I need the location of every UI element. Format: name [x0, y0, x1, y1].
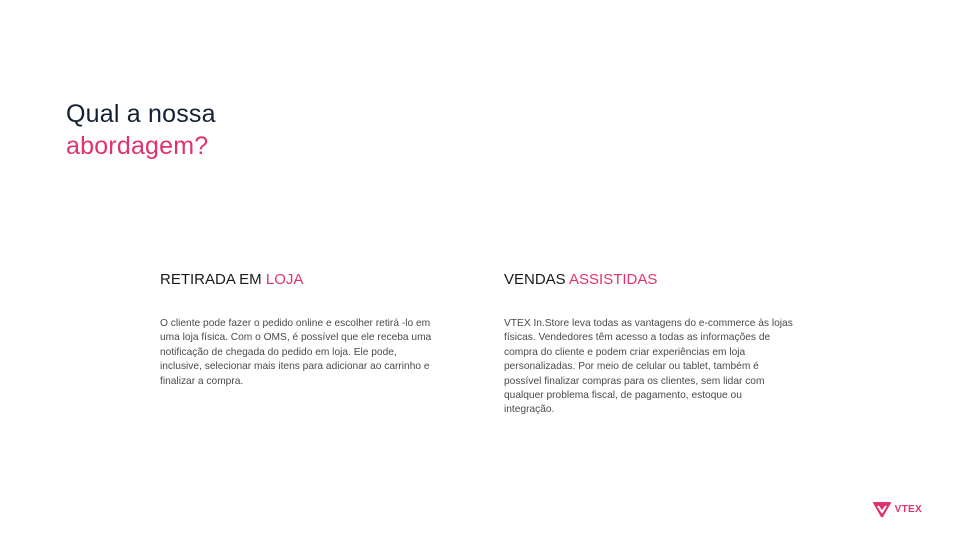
vtex-logo — [872, 501, 922, 518]
column-retirada-em-loja — [160, 270, 440, 389]
heading-main: VENDAS — [504, 271, 570, 288]
column-vendas-assistidas — [504, 270, 794, 418]
column-heading — [160, 270, 440, 290]
title-line-1: Qual a nossa — [66, 100, 216, 128]
vtex-logo-icon — [872, 501, 892, 518]
slide-title — [66, 98, 216, 162]
column-body: O cliente pode fazer o pedido online e escolher retirá -lo em uma loja física. Com o OMS, é possível que ele receba uma notificação de chegada do pedido em loja. Ele pode, inclusive, selecionar mais itens para adicionar ao carrinho e finalizar a compra. — [160, 318, 432, 387]
heading-accent: LOJA — [265, 271, 304, 288]
title-line-2: abordagem? — [66, 132, 209, 160]
logo-text: VTEX — [894, 504, 922, 515]
heading-accent: ASSISTIDAS — [569, 271, 658, 288]
heading-main: RETIRADA EM — [160, 271, 266, 288]
column-body: VTEX In.Store leva todas as vantagens do e-commerce às lojas físicas. Vendedores têm acesso a todas as informações de compra do cliente e podem criar experiências em loja personalizadas. Por meio de celular ou tablet, também é possível finalizar compras para os clientes, sem lidar com qualquer problema fiscal, de pagamento, estoque ou integração. — [504, 318, 793, 416]
column-heading — [504, 270, 794, 290]
